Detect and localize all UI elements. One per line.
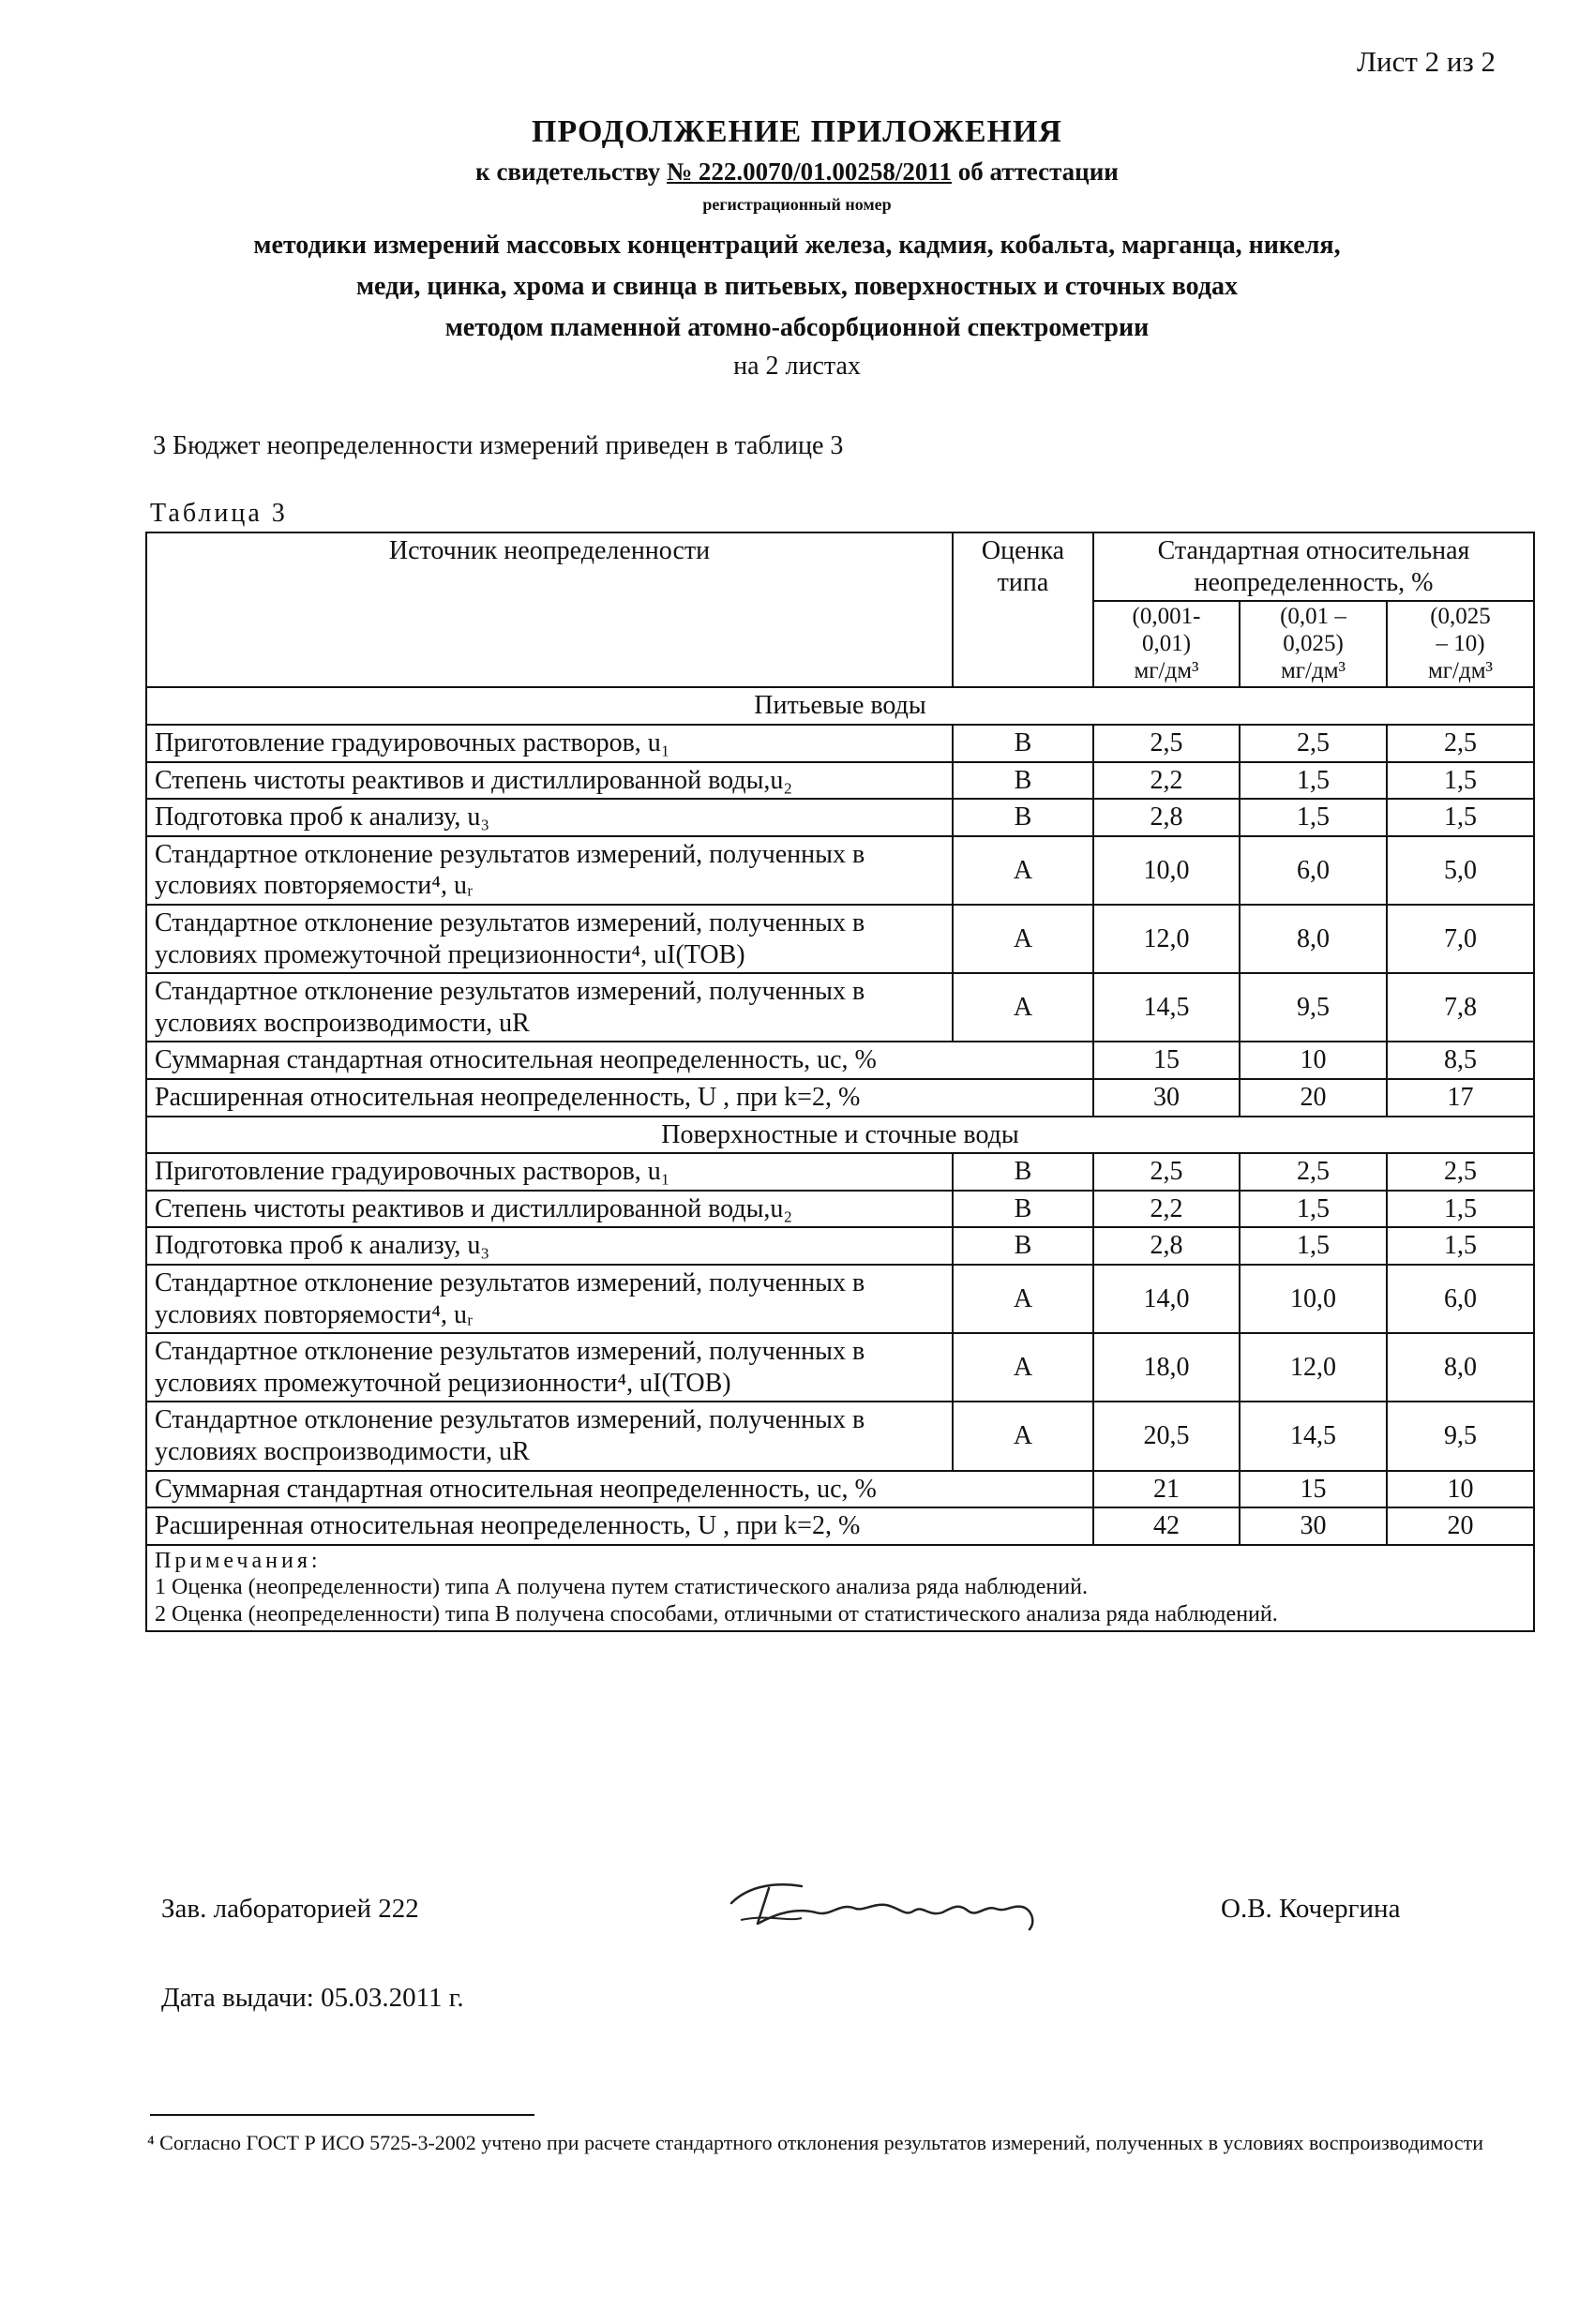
total-label: Суммарная стандартная относительная неопределенность, uc, % bbox=[146, 1471, 1093, 1508]
source-cell: Стандартное отклонение результатов измерений, полученных в условиях промежуточной прецизионности⁴, uI(TOB) bbox=[146, 905, 953, 973]
notes-title: Примечания: bbox=[155, 1548, 322, 1573]
header-source: Источник неопределенности bbox=[146, 532, 953, 687]
signer-name: О.В. Кочергина bbox=[1221, 1894, 1401, 1924]
section-title: Питьевые воды bbox=[146, 687, 1534, 725]
uncertainty-table bbox=[145, 532, 1535, 1632]
document-heading: ПРОДОЛЖЕНИЕ ПРИЛОЖЕНИЯ bbox=[532, 114, 1062, 149]
method-line-3: методом пламенной атомно-абсорбционной спектрометрии bbox=[444, 313, 1150, 342]
value-cell: 12,0 bbox=[1093, 905, 1240, 973]
header-range-2 bbox=[1240, 601, 1387, 687]
source-cell: Подготовка проб к анализу, u₃ bbox=[146, 1227, 953, 1265]
value-cell: 15 bbox=[1240, 1471, 1387, 1508]
type-cell: B bbox=[953, 1153, 1093, 1191]
value-cell: 2,5 bbox=[1387, 1153, 1534, 1191]
value-cell: 2,2 bbox=[1093, 762, 1240, 800]
value-cell: 20 bbox=[1387, 1507, 1534, 1545]
source-cell: Стандартное отклонение результатов измерений, полученных в условиях воспроизводимости, uR bbox=[146, 1402, 953, 1470]
value-cell: 7,0 bbox=[1387, 905, 1534, 973]
source-cell: Стандартное отклонение результатов измерений, полученных в условиях повторяемости⁴, uᵣ bbox=[146, 1265, 953, 1333]
source-cell: Приготовление градуировочных растворов, u₁ bbox=[146, 1153, 953, 1191]
method-line-1: методики измерений массовых концентраций железа, кадмия, кобальта, марганца, никеля, bbox=[253, 231, 1341, 260]
value-cell: 9,5 bbox=[1240, 973, 1387, 1042]
source-cell: Степень чистоты реактивов и дистиллированной воды,u₂ bbox=[146, 762, 953, 800]
table-row bbox=[146, 905, 1534, 973]
type-cell: B bbox=[953, 799, 1093, 836]
value-cell: 10 bbox=[1387, 1471, 1534, 1508]
sheets-count: на 2 листах bbox=[733, 352, 861, 381]
method-line-2: меди, цинка, хрома и свинца в питьевых, поверхностных и сточных водах bbox=[355, 272, 1239, 301]
expanded-row bbox=[146, 1079, 1534, 1117]
table-caption: Таблица 3 bbox=[150, 499, 288, 528]
expanded-label: Расширенная относительная неопределенность, U , при k=2, % bbox=[146, 1507, 1093, 1545]
notes-row bbox=[146, 1545, 1534, 1631]
range-line: мг/дм³ bbox=[1134, 657, 1199, 683]
footnote: ⁴ Согласно ГОСТ Р ИСО 5725-3-2002 учтено при расчете стандартного отклонения результатов измерений, полученных в условиях воспроизводимости bbox=[147, 2131, 1483, 2154]
type-cell: B bbox=[953, 1191, 1093, 1228]
value-cell: 8,0 bbox=[1240, 905, 1387, 973]
range-line: (0,001- bbox=[1132, 604, 1201, 630]
value-cell: 17 bbox=[1387, 1079, 1534, 1117]
section-row bbox=[146, 1117, 1534, 1154]
issue-date: Дата выдачи: 05.03.2011 г. bbox=[161, 1983, 464, 2013]
value-cell: 2,8 bbox=[1093, 1227, 1240, 1265]
cert-number: № 222.0070/01.00258/2011 bbox=[667, 157, 952, 186]
table-row bbox=[146, 1402, 1534, 1470]
type-cell: A bbox=[953, 1265, 1093, 1333]
value-cell: 21 bbox=[1093, 1471, 1240, 1508]
value-cell: 6,0 bbox=[1387, 1265, 1534, 1333]
value-cell: 15 bbox=[1093, 1042, 1240, 1079]
value-cell: 14,5 bbox=[1240, 1402, 1387, 1470]
value-cell: 20,5 bbox=[1093, 1402, 1240, 1470]
value-cell: 1,5 bbox=[1387, 1227, 1534, 1265]
type-cell: A bbox=[953, 1333, 1093, 1402]
value-cell: 1,5 bbox=[1240, 1191, 1387, 1228]
value-cell: 2,5 bbox=[1093, 725, 1240, 762]
value-cell: 18,0 bbox=[1093, 1333, 1240, 1402]
total-row bbox=[146, 1042, 1534, 1079]
source-cell: Подготовка проб к анализу, u₃ bbox=[146, 799, 953, 836]
header-std-uncertainty: Стандартная относительная неопределенность, % bbox=[1093, 532, 1534, 601]
range-line: мг/дм³ bbox=[1280, 657, 1346, 683]
value-cell: 20 bbox=[1240, 1079, 1387, 1117]
expanded-row bbox=[146, 1507, 1534, 1545]
table-row bbox=[146, 1265, 1534, 1333]
value-cell: 1,5 bbox=[1240, 799, 1387, 836]
footnote-divider bbox=[150, 2114, 534, 2116]
expanded-label: Расширенная относительная неопределенность, U , при k=2, % bbox=[146, 1079, 1093, 1117]
range-line: 0,01) bbox=[1141, 630, 1192, 656]
range-line: – 10) bbox=[1436, 630, 1485, 656]
value-cell: 8,5 bbox=[1387, 1042, 1534, 1079]
type-cell: B bbox=[953, 762, 1093, 800]
range-line: (0,01 – bbox=[1280, 604, 1346, 630]
source-cell: Стандартное отклонение результатов измерений, полученных в условиях воспроизводимости, uR bbox=[146, 973, 953, 1042]
type-cell: A bbox=[953, 973, 1093, 1042]
note-1: 1 Оценка (неопределенности) типа А получена путем статистического анализа ряда наблюдений. bbox=[155, 1575, 1088, 1600]
range-line: мг/дм³ bbox=[1427, 657, 1494, 683]
value-cell: 1,5 bbox=[1387, 1191, 1534, 1228]
table-row bbox=[146, 1191, 1534, 1228]
total-label: Суммарная стандартная относительная неопределенность, uc, % bbox=[146, 1042, 1093, 1079]
value-cell: 2,2 bbox=[1093, 1191, 1240, 1228]
cert-suffix: об аттестации bbox=[957, 157, 1119, 186]
table-row bbox=[146, 836, 1534, 905]
table-row bbox=[146, 725, 1534, 762]
value-cell: 7,8 bbox=[1387, 973, 1534, 1042]
value-cell: 10,0 bbox=[1240, 1265, 1387, 1333]
value-cell: 10,0 bbox=[1093, 836, 1240, 905]
header-range-3 bbox=[1387, 601, 1534, 687]
value-cell: 6,0 bbox=[1240, 836, 1387, 905]
value-cell: 12,0 bbox=[1240, 1333, 1387, 1402]
sheet-number: Лист 2 из 2 bbox=[1357, 45, 1496, 78]
handwritten-signature bbox=[713, 1866, 1069, 1941]
cert-prefix: к свидетельству bbox=[475, 157, 661, 186]
value-cell: 14,5 bbox=[1093, 973, 1240, 1042]
type-cell: A bbox=[953, 905, 1093, 973]
type-cell: A bbox=[953, 1402, 1093, 1470]
total-row bbox=[146, 1471, 1534, 1508]
table-row bbox=[146, 799, 1534, 836]
reg-caption: регистрационный номер bbox=[702, 195, 892, 214]
source-cell: Стандартное отклонение результатов измерений, полученных в условиях повторяемости⁴, uᵣ bbox=[146, 836, 953, 905]
table-row bbox=[146, 1227, 1534, 1265]
header-row bbox=[146, 532, 1534, 601]
source-cell: Степень чистоты реактивов и дистиллированной воды,u₂ bbox=[146, 1191, 953, 1228]
section-title: Поверхностные и сточные воды bbox=[146, 1117, 1534, 1154]
notes-cell bbox=[146, 1545, 1534, 1631]
value-cell: 8,0 bbox=[1387, 1333, 1534, 1402]
table-row bbox=[146, 1333, 1534, 1402]
table-row bbox=[146, 1153, 1534, 1191]
value-cell: 1,5 bbox=[1240, 762, 1387, 800]
source-cell: Приготовление градуировочных растворов, u₁ bbox=[146, 725, 953, 762]
value-cell: 10 bbox=[1240, 1042, 1387, 1079]
signer-role: Зав. лабораторией 222 bbox=[161, 1894, 419, 1924]
value-cell: 42 bbox=[1093, 1507, 1240, 1545]
value-cell: 30 bbox=[1093, 1079, 1240, 1117]
value-cell: 2,5 bbox=[1093, 1153, 1240, 1191]
table-row bbox=[146, 762, 1534, 800]
note-2: 2 Оценка (неопределенности) типа В получена способами, отличными от статистического анализа ряда наблюдений. bbox=[155, 1602, 1278, 1627]
value-cell: 2,8 bbox=[1093, 799, 1240, 836]
value-cell: 30 bbox=[1240, 1507, 1387, 1545]
value-cell: 2,5 bbox=[1240, 725, 1387, 762]
value-cell: 1,5 bbox=[1387, 762, 1534, 800]
intro-text: 3 Бюджет неопределенности измерений приведен в таблице 3 bbox=[153, 431, 844, 460]
value-cell: 1,5 bbox=[1240, 1227, 1387, 1265]
value-cell: 2,5 bbox=[1387, 725, 1534, 762]
type-cell: B bbox=[953, 725, 1093, 762]
range-line: 0,025) bbox=[1283, 630, 1344, 656]
range-line: (0,025 bbox=[1430, 604, 1491, 630]
value-cell: 1,5 bbox=[1387, 799, 1534, 836]
value-cell: 2,5 bbox=[1240, 1153, 1387, 1191]
table-row bbox=[146, 973, 1534, 1042]
source-cell: Стандартное отклонение результатов измерений, полученных в условиях промежуточной рецизионности⁴, uI(TOB) bbox=[146, 1333, 953, 1402]
certificate-line bbox=[0, 157, 1594, 187]
value-cell: 14,0 bbox=[1093, 1265, 1240, 1333]
header-range-1 bbox=[1093, 601, 1240, 687]
type-cell: A bbox=[953, 836, 1093, 905]
section-row bbox=[146, 687, 1534, 725]
type-cell: B bbox=[953, 1227, 1093, 1265]
header-type: Оценка типа bbox=[953, 532, 1093, 687]
value-cell: 5,0 bbox=[1387, 836, 1534, 905]
value-cell: 9,5 bbox=[1387, 1402, 1534, 1470]
